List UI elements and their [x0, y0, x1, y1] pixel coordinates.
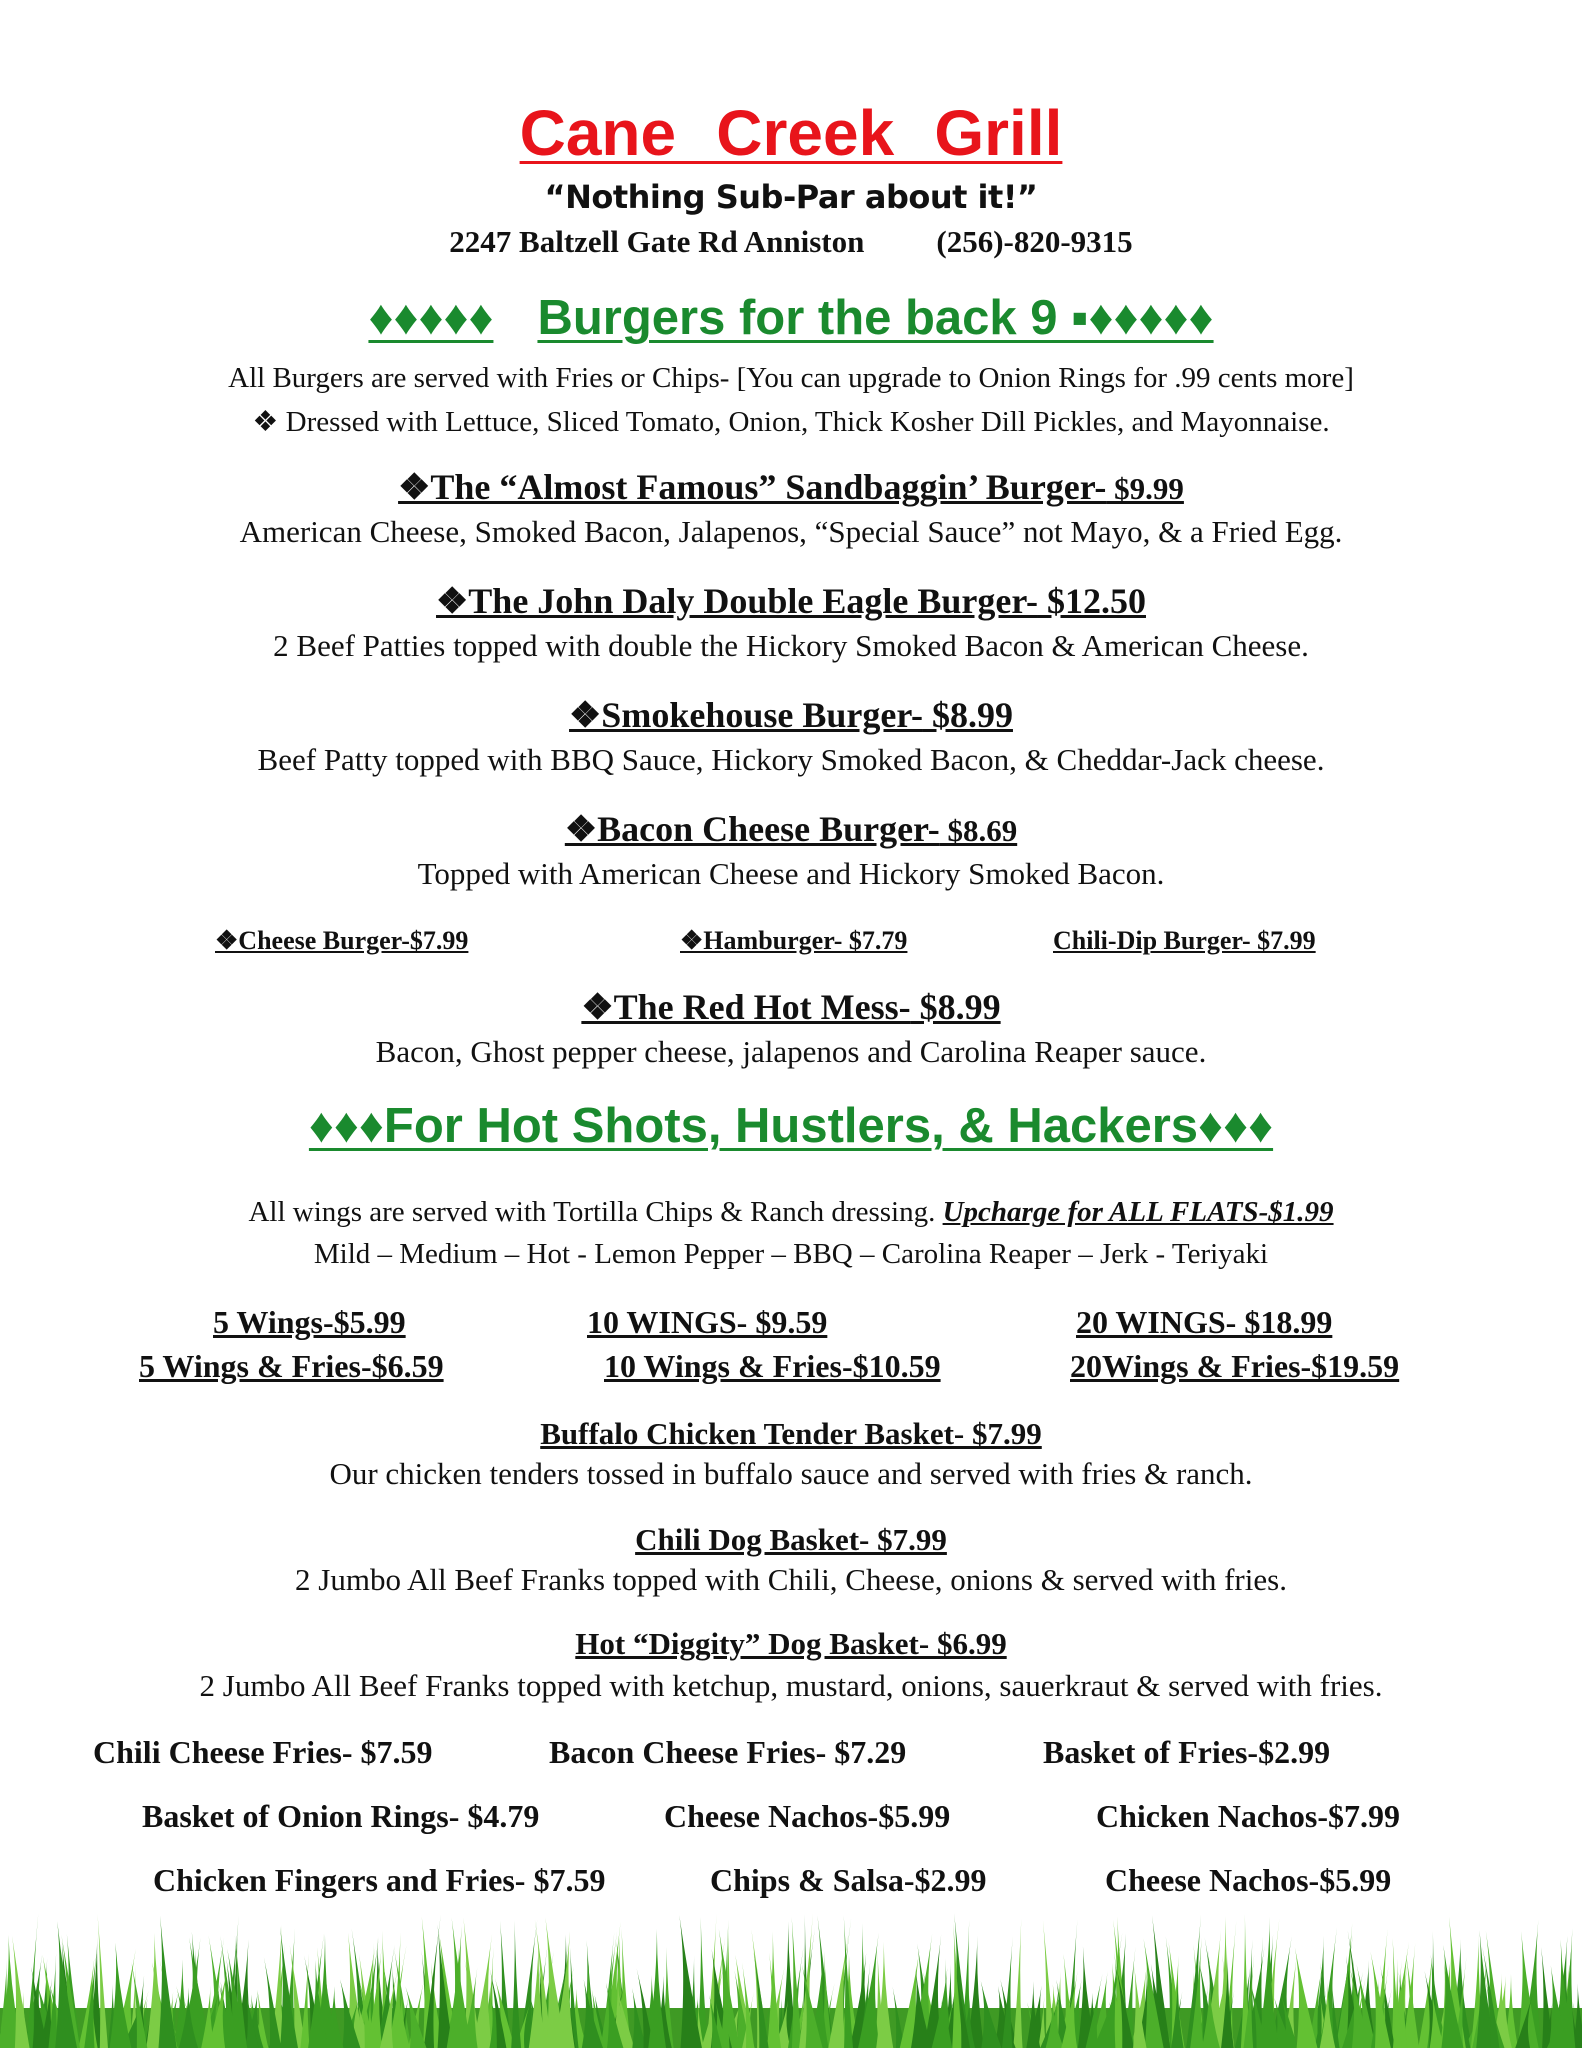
menu-item-desc: American Cheese, Smoked Bacon, Jalapenos, “Special Sauce” not Mayo, & a Fried Egg. — [239, 514, 1343, 549]
wing-option: 20 WINGS- $18.99 — [1076, 1304, 1333, 1340]
side-item: Bacon Cheese Fries- $7.29 — [549, 1734, 907, 1770]
address: 2247 Baltzell Gate Rd Anniston — [449, 224, 865, 259]
menu-item-desc: 2 Beef Patties topped with double the Hickory Smoked Bacon & American Cheese. — [273, 628, 1309, 663]
menu-item-name: ❖Smokehouse Burger- $8.99 — [569, 695, 1013, 735]
wing-option: 5 Wings & Fries-$6.59 — [139, 1348, 444, 1384]
side-item: Chili Cheese Fries- $7.59 — [93, 1734, 433, 1770]
wing-option: 10 Wings & Fries-$10.59 — [604, 1348, 941, 1384]
wing-option: 5 Wings-$5.99 — [213, 1304, 406, 1340]
side-item: Cheese Nachos-$5.99 — [1105, 1862, 1392, 1898]
menu-item-price: $8.99 — [922, 695, 1013, 735]
basket-desc: Our chicken tenders tossed in buffalo sauce and served with fries & ranch. — [329, 1456, 1253, 1491]
menu-item-name: ❖The John Daly Double Eagle Burger- $12.50 — [436, 581, 1146, 621]
section-heading-burgers — [0, 290, 1582, 346]
restaurant-title: Cane Creek Grill — [519, 97, 1063, 169]
menu-item-desc: Beef Patty topped with BBQ Sauce, Hickory Smoked Bacon, & Cheddar-Jack cheese. — [257, 742, 1325, 777]
menu-item-price: $9.99 — [1106, 471, 1184, 506]
grass-border-image — [0, 1908, 1582, 2048]
side-item: Chicken Fingers and Fries- $7.59 — [153, 1862, 606, 1898]
menu-item-desc: Bacon, Ghost pepper cheese, jalapenos and Carolina Reaper sauce. — [375, 1034, 1207, 1069]
burgers-dressing-note: ❖ Dressed with Lettuce, Sliced Tomato, Onion, Thick Kosher Dill Pickles, and Mayonnaise. — [252, 406, 1330, 438]
basket-desc: 2 Jumbo All Beef Franks topped with Chili, Cheese, onions & served with fries. — [295, 1562, 1287, 1597]
small-menu-item: ❖Hamburger- $7.79 — [680, 926, 908, 955]
side-item: Basket of Onion Rings- $4.79 — [142, 1798, 540, 1834]
contact-line — [0, 224, 1582, 260]
basket-name: Chili Dog Basket- $7.99 — [635, 1522, 947, 1557]
section-heading-wings: ♦♦♦For Hot Shots, Hustlers, & Hackers♦♦♦ — [308, 1099, 1274, 1153]
grass-blade — [447, 1926, 467, 2048]
basket-name: Buffalo Chicken Tender Basket- $7.99 — [540, 1416, 1042, 1451]
diamond-icons: ♦♦♦♦♦ — [368, 291, 494, 345]
menu-item-desc: Topped with American Cheese and Hickory Smoked Bacon. — [417, 856, 1165, 891]
phone-number: (256)-820-9315 — [936, 224, 1133, 259]
tagline: “Nothing Sub-Par about it!” — [544, 178, 1038, 216]
menu-item-name: ❖Bacon Cheese Burger- $8.69 — [564, 809, 1018, 849]
basket-name: Hot “Diggity” Dog Basket- $6.99 — [575, 1626, 1007, 1661]
small-menu-item: ❖Cheese Burger-$7.99 — [215, 926, 469, 955]
burgers-heading-text: Burgers for the back 9 ▪♦♦♦♦♦ — [537, 291, 1214, 345]
burgers-note: All Burgers are served with Fries or Chips- [You can upgrade to Onion Rings for .99 cents more] — [228, 362, 1354, 394]
menu-item-name: ❖The “Almost Famous” Sandbaggin’ Burger- $9.99 — [398, 467, 1184, 507]
side-item: Chips & Salsa-$2.99 — [710, 1862, 987, 1898]
wing-option: 20Wings & Fries-$19.59 — [1070, 1348, 1400, 1384]
menu-item-price: $12.50 — [1037, 581, 1146, 621]
menu-item-price: $8.99 — [910, 987, 1001, 1027]
wing-flavors: Mild – Medium – Hot - Lemon Pepper – BBQ – Carolina Reaper – Jerk - Teriyaki — [313, 1238, 1269, 1270]
menu-item-name: ❖The Red Hot Mess- $8.99 — [581, 987, 1001, 1027]
wing-option: 10 WINGS- $9.59 — [587, 1304, 828, 1340]
small-menu-item: Chili-Dip Burger- $7.99 — [1053, 926, 1316, 955]
side-item: Cheese Nachos-$5.99 — [664, 1798, 951, 1834]
grass-blade — [767, 1931, 781, 2048]
menu-item-price: $8.69 — [939, 813, 1018, 848]
side-item: Basket of Fries-$2.99 — [1043, 1734, 1331, 1770]
basket-desc: 2 Jumbo All Beef Franks topped with ketchup, mustard, onions, sauerkraut & served with fries. — [199, 1668, 1383, 1703]
side-item: Chicken Nachos-$7.99 — [1096, 1798, 1401, 1834]
upcharge-note: Upcharge for ALL FLATS-$1.99 — [942, 1196, 1334, 1228]
wings-note: All wings are served with Tortilla Chips & Ranch dressing. Upcharge for ALL FLATS-$1.99 — [248, 1196, 1334, 1228]
